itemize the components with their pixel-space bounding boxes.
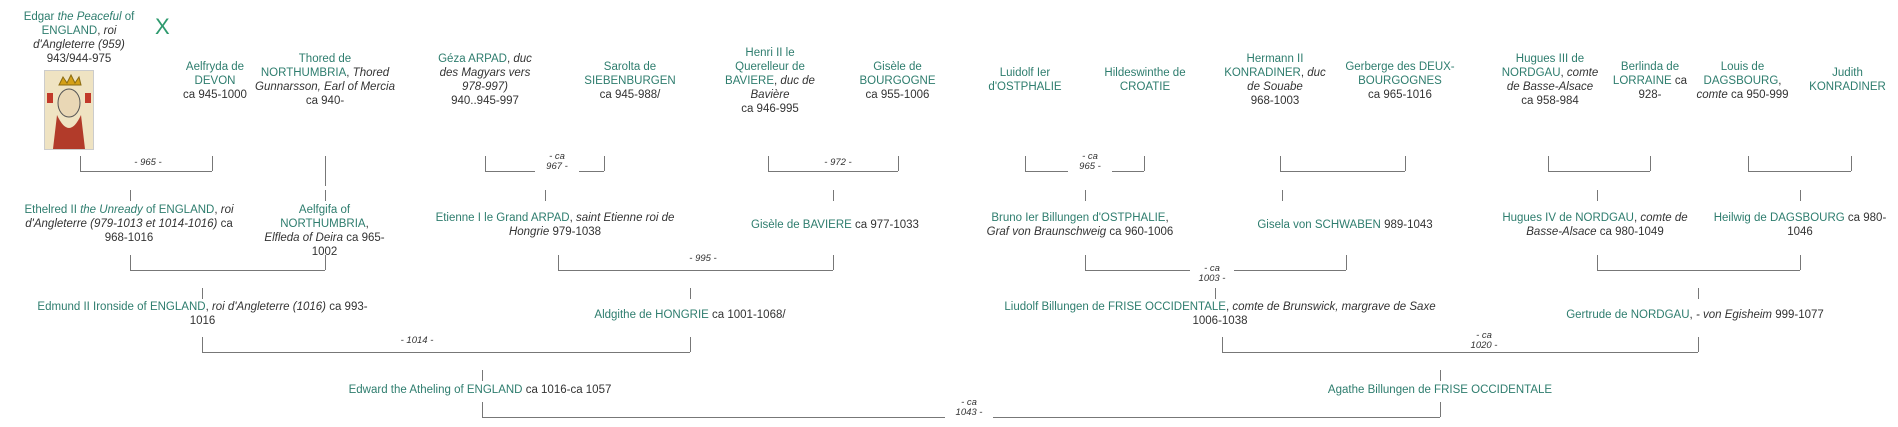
connector-line xyxy=(690,337,691,352)
person-gisele2[interactable]: Gisèle de BAVIERE ca 977-1033 xyxy=(751,219,919,231)
person-henri[interactable]: Henri II le Querelleur de BAVIERE, duc de Bavière ca 946-995 xyxy=(725,47,815,115)
connector-line xyxy=(1548,171,1650,172)
connector-line xyxy=(1405,156,1406,171)
connector-line xyxy=(1440,402,1441,417)
connector-line xyxy=(1597,255,1598,270)
connector-line xyxy=(898,156,899,171)
person-etienne[interactable]: Etienne I le Grand ARPAD, saint Etienne roi de Hongrie 979-1038 xyxy=(435,212,675,238)
person-luidolf[interactable]: Luidolf Ier d'OSTPHALIE xyxy=(988,67,1062,93)
person-gisele-b[interactable]: Gisèle de BOURGOGNE ca 955-1006 xyxy=(859,61,936,101)
person-liudolf[interactable]: Liudolf Billungen de FRISE OCCIDENTALE, comte de Brunswick, margrave de Saxe 1006-1038 xyxy=(1004,301,1436,327)
person-louis[interactable]: Louis de DAGSBOURG, comte ca 950-999 xyxy=(1696,61,1789,101)
person-sarolta[interactable]: Sarolta de SIEBENBURGEN ca 945-988/ xyxy=(584,61,676,101)
connector-line xyxy=(202,288,203,299)
connector-line xyxy=(833,190,834,201)
person-judith[interactable]: Judith KONRADINER xyxy=(1809,67,1886,93)
connector-line xyxy=(80,171,212,172)
connector-line xyxy=(1548,156,1549,171)
person-aelfryda[interactable]: Aelfryda de DEVON ca 945-1000 xyxy=(183,61,247,101)
connector-line xyxy=(768,156,769,171)
marriage-date: - ca 1043 - xyxy=(945,398,993,418)
person-gertrude[interactable]: Gertrude de NORDGAU, - von Egisheim 999-1077 xyxy=(1566,309,1824,321)
person-hildeswinthe[interactable]: Hildeswinthe de CROATIE xyxy=(1104,67,1186,93)
connector-line xyxy=(833,255,834,270)
connector-line xyxy=(1282,190,1283,201)
connector-line xyxy=(1222,352,1698,353)
person-gerberge[interactable]: Gerberge des DEUX-BOURGOGNES ca 965-1016 xyxy=(1345,61,1455,101)
connector-line xyxy=(130,270,325,271)
close-button[interactable]: X xyxy=(155,14,170,39)
connector-line xyxy=(325,255,326,270)
connector-line xyxy=(1597,270,1800,271)
connector-line xyxy=(1085,255,1086,270)
person-bruno[interactable]: Bruno Ier Billungen d'OSTPHALIE, Graf von Braunschweig ca 960-1006 xyxy=(986,212,1174,238)
connector-line xyxy=(1025,156,1026,171)
connector-line xyxy=(80,156,81,171)
connector-line xyxy=(558,255,559,270)
connector-line xyxy=(485,156,486,171)
person-aelfgifa[interactable]: Aelfgifa of NORTHUMBRIA, Elfleda of Deira ca 965-1002 xyxy=(264,204,385,258)
connector-line xyxy=(1440,370,1441,381)
connector-line xyxy=(768,171,898,172)
connector-line xyxy=(202,337,203,352)
connector-line xyxy=(212,156,213,171)
connector-line xyxy=(325,156,326,186)
connector-line xyxy=(1800,255,1801,270)
connector-line xyxy=(202,352,690,353)
person-aldgithe[interactable]: Aldgithe de HONGRIE ca 1001-1068/ xyxy=(594,309,786,321)
person-gisela[interactable]: Gisela von SCHWABEN 989-1043 xyxy=(1257,219,1433,231)
person-name[interactable]: Edgar the Peaceful of ENGLAND xyxy=(23,11,135,37)
connector-line xyxy=(1748,171,1851,172)
connector-line xyxy=(1215,288,1216,299)
connector-line xyxy=(130,190,131,201)
connector-line xyxy=(1800,190,1801,201)
person-edgar[interactable]: Edgar the Peaceful of ENGLAND, roi d'Angleterre (959) 943/944-975 xyxy=(23,11,135,65)
marriage-date: - 995 - xyxy=(675,254,731,264)
marriage-date: - 1014 - xyxy=(385,336,449,346)
person-edward[interactable]: Edward the Atheling of ENGLAND ca 1016-ca 1057 xyxy=(348,384,612,396)
marriage-date: - 972 - xyxy=(810,158,866,168)
connector-line xyxy=(1851,156,1852,171)
edgar-portrait xyxy=(44,70,94,150)
connector-line xyxy=(558,270,833,271)
marriage-date: - ca 967 - xyxy=(535,152,579,172)
marriage-date: - ca 965 - xyxy=(1068,152,1112,172)
connector-line xyxy=(604,156,605,171)
connector-line xyxy=(1597,190,1598,201)
connector-line xyxy=(1698,337,1699,352)
connector-line xyxy=(545,190,546,201)
person-thored[interactable]: Thored de NORTHUMBRIA, Thored Gunnarsson, Earl of Mercia ca 940- xyxy=(255,53,395,107)
connector-line xyxy=(1698,288,1699,299)
person-berlinda[interactable]: Berlinda de LORRAINE ca 928- xyxy=(1612,61,1688,101)
person-hermann[interactable]: Hermann II KONRADINER, duc de Souabe 968-1003 xyxy=(1224,53,1326,107)
connector-line xyxy=(130,255,131,270)
connector-line xyxy=(1144,156,1145,171)
marriage-date: - 965 - xyxy=(120,158,176,168)
connector-line xyxy=(482,402,483,417)
person-edmund[interactable]: Edmund II Ironside of ENGLAND, roi d'Angleterre (1016) ca 993-1016 xyxy=(37,301,368,327)
connector-line xyxy=(1650,156,1651,171)
person-hugues4[interactable]: Hugues IV de NORDGAU, comte de Basse-Alsace ca 980-1049 xyxy=(1502,212,1688,238)
connector-line xyxy=(482,370,483,381)
connector-line xyxy=(1280,171,1405,172)
marriage-date: - ca 1003 - xyxy=(1190,264,1234,284)
connector-line xyxy=(325,190,326,201)
connector-line xyxy=(1280,156,1281,171)
person-geza[interactable]: Géza ARPAD, duc des Magyars vers 978-997) 940..945-997 xyxy=(438,53,532,107)
person-agathe[interactable]: Agathe Billungen de FRISE OCCIDENTALE xyxy=(1327,384,1553,396)
marriage-date: - ca 1020 - xyxy=(1460,331,1508,351)
person-heilwig[interactable]: Heilwig de DAGSBOURG ca 980-1046 xyxy=(1713,212,1887,238)
connector-line xyxy=(1748,156,1749,171)
person-ethelred[interactable]: Ethelred II the Unready of ENGLAND, roi d'Angleterre (979-1013 et 1014-1016) ca 968-1016 xyxy=(24,204,234,244)
connector-line xyxy=(1346,255,1347,270)
connector-line xyxy=(1222,337,1223,352)
person-hugues3[interactable]: Hugues III de NORDGAU, comte de Basse-Alsace ca 958-984 xyxy=(1501,53,1599,107)
connector-line xyxy=(1085,190,1086,201)
connector-line xyxy=(690,288,691,299)
